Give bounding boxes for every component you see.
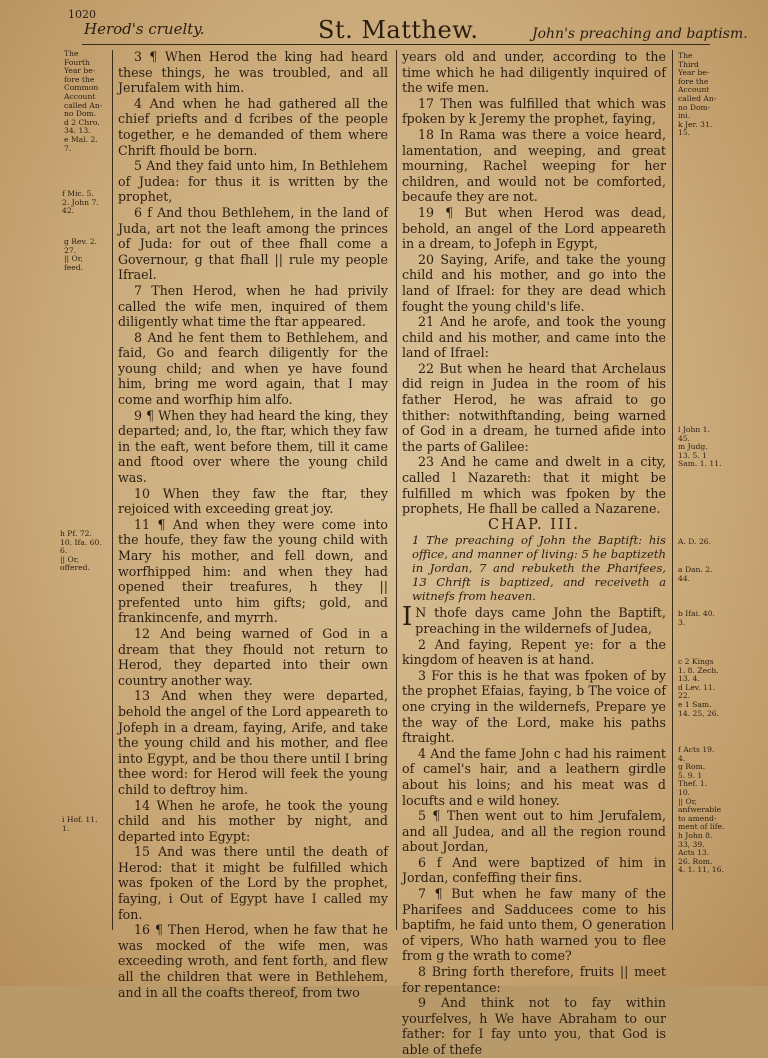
right-text-column [402,49,666,1058]
verse: 18 In Rama was there a voice heard, lamentation, and weeping, and great mourning, Rachel weeping for her children, and would not be comforted, becaufe they are not. [402,126,666,205]
margin-note: The Third Year be- fore the Account called An- no Dom- ini. k Jer. 31. 15. [678,51,717,138]
verse: 6 f And thou Bethlehem, in the land of Juda, art not the leaft among the princes of Juda: for out of thee fhall come a Governour, g that fhall || rule my people Ifrael. [118,204,388,283]
verse: 21 And he arofe, and took the young child and his mother, and came into the land of Ifrael: [402,314,666,361]
left-margin-rule [112,50,113,930]
verse: 12 And being warned of God in a dream that they fhould not return to Herod, they departed into their own country another way. [118,625,388,688]
page-number: 1020 [68,8,96,21]
verse: 4 And the fame John c had his raiment of camel's hair, and a leathern girdle about his loins; and his meat was d locufts and e wild honey. [402,745,666,808]
verse: 17 Then was fulfilled that which was fpoken by k Jeremy the prophet, faying, [402,95,666,127]
margin-note: b Ifai. 40. 3. [678,609,715,627]
book-title: St. Matthew. [318,16,479,44]
verse: 6 f And were baptized of him in Jordan, confeffing their fins. [402,854,666,886]
verse: 23 And he came and dwelt in a city, called l Nazareth: that it might be fulfilled m which was fpoken by the prophets, He fhall be called a Nazarene. [402,454,666,517]
left-text-column [118,49,388,1000]
verse: 7 ¶ But when he faw many of the Pharifees and Sadducees come to his baptifm, he faid unto them, O generation of vipers, Who hath warned you to flee from g the wrath to come? [402,886,666,964]
verse: 8 And he fent them to Bethlehem, and faid, Go and fearch diligently for the young child; and when ye have found him, bring me word again, that I may come and worfhip him alfo. [118,329,388,408]
margin-note: f Mic. 5. 2. John 7. 42. [62,189,99,216]
verse: 13 And when they were departed, behold the angel of the Lord appeareth to Jofeph in a dream, faying, Arife, and take the young child and his mother, and flee into Egypt, and be thou there until I bring thee word: for Herod will feek the young child to deftroy him. [118,688,388,797]
verse: 5 And they faid unto him, In Bethlehem of Judea: for thus it is written by the prophet, [118,158,388,205]
verse: 3 ¶ When Herod the king had heard these things, he was troubled, and all Jerufalem with him. [118,49,388,96]
verse: 16 ¶ Then Herod, when he faw that he was mocked of the wife men, was exceeding wroth, and fent forth, and flew all the children that were in Bethlehem, and in all the coafts thereof, from two [118,922,388,1000]
margin-note: c 2 Kings 1. 8. Zech. 13. 4. d Lev. 11. 22. e 1 Sam. 14. 25, 26. [678,657,720,718]
verse: 22 But when he heard that Archelaus did reign in Judea in the room of his father Herod, he was afraid to go thither: notwithftanding, being warned of God in a dream, he turned afide into the parts of Galilee: [402,360,666,454]
chapter-summary: 1 The preaching of John the Baptift: his office, and manner of living: 5 he baptizeth in Jordan, 7 and rebuketh the Pharifees, 13 Chrift is baptized, and receiveth a witnefs from heaven. [412,533,666,603]
verse: 4 And when he had gathered all the chief priefts and d fcribes of the people together, e he demanded of them where Chrift fhould be born. [118,95,388,158]
right-margin-rule [672,50,673,930]
verse: 10 When they faw the ftar, they rejoiced with exceeding great joy. [118,485,388,517]
verse: 11 ¶ And when they were come into the houfe, they faw the young child with Mary his mother, and fell down, and worfhipped him: and when they had opened their treafures, h they || prefented unto him gifts; gold, and frankincenfe, and myrrh. [118,516,388,626]
verse: IN thofe days came John the Baptift, preaching in the wildernefs of Judea, [402,602,666,636]
margin-note: a Dan. 2. 44. [678,565,713,583]
verse: 7 Then Herod, when he had privily called the wife men, inquired of them diligently what time the ftar appeared. [118,282,388,330]
left-running-title: Herod's cruelty. [84,20,205,38]
verse: 14 When he arofe, he took the young child and his mother by night, and departed into Egypt: [118,797,388,844]
chapter-heading: CHAP. III. [487,516,581,533]
margin-note: A. D. 26. [678,537,712,546]
verse: 5 ¶ Then went out to him Jerufalem, and all Judea, and all the region round about Jordan, [402,808,666,855]
margin-note: f Acts 19. 4. g Rom. 5. 9. 1 Thef. 1. 10. || Or, anfwerable to amend- ment of life. h John 8. 33, 39. Acts 13. 26. Rom. 4. 1. 11, 16. [678,745,725,875]
column-divider [396,50,397,930]
verse: 3 For this is he that was fpoken of by the prophet Efaias, faying, b The voice of one crying in the wildernefs, Prepare ye the way of the Lord, make his paths ftraight. [402,667,666,746]
margin-note: i Hof. 11. 1. [62,815,98,833]
margin-note: h Pf. 72. 10. Ifa. 60. 6. || Or, offered. [60,529,102,573]
right-running-title: John's preaching and baptism. [532,26,748,42]
header-rule [82,44,710,45]
verse: 9 And think not to fay within yourfelves, h We have Abraham to our father: for I fay unto you, that God is able of thefe [402,995,666,1058]
verse: 20 Saying, Arife, and take the young child and his mother, and go into the land of Ifrael: for they are dead which fought the young child's life. [402,251,666,314]
margin-note: g Rev. 2. 27. || Or, feed. [64,237,97,272]
verse: years old and under, according to the time which he had diligently inquired of the wife men. [402,49,666,96]
verse: 19 ¶ But when Herod was dead, behold, an angel of the Lord appeareth in a dream, to Jofeph in Egypt, [402,204,666,252]
margin-note: l John 1. 45. m Judg. 13. 5. 1 Sam. 1. 11. [678,425,722,469]
verse: 8 Bring forth therefore, fruits || meet for repentance: [402,964,666,995]
verse: 2 And faying, Repent ye: for a the kingdom of heaven is at hand. [402,636,666,668]
verse: 15 And was there until the death of Herod: that it might be fulfilled which was fpoken of the Lord by the prophet, faying, i Out of Egypt have I called my fon. [118,844,388,922]
margin-note: The Fourth Year be- fore the Common Account called An- no Dom. d 2 Chro. 34. 13. e Mal. 2. 7. [64,49,103,153]
verse: 9 ¶ When they had heard the king, they departed; and, lo, the ftar, which they faw in the eaft, went before them, till it came and ftood over where the young child was. [118,407,388,486]
